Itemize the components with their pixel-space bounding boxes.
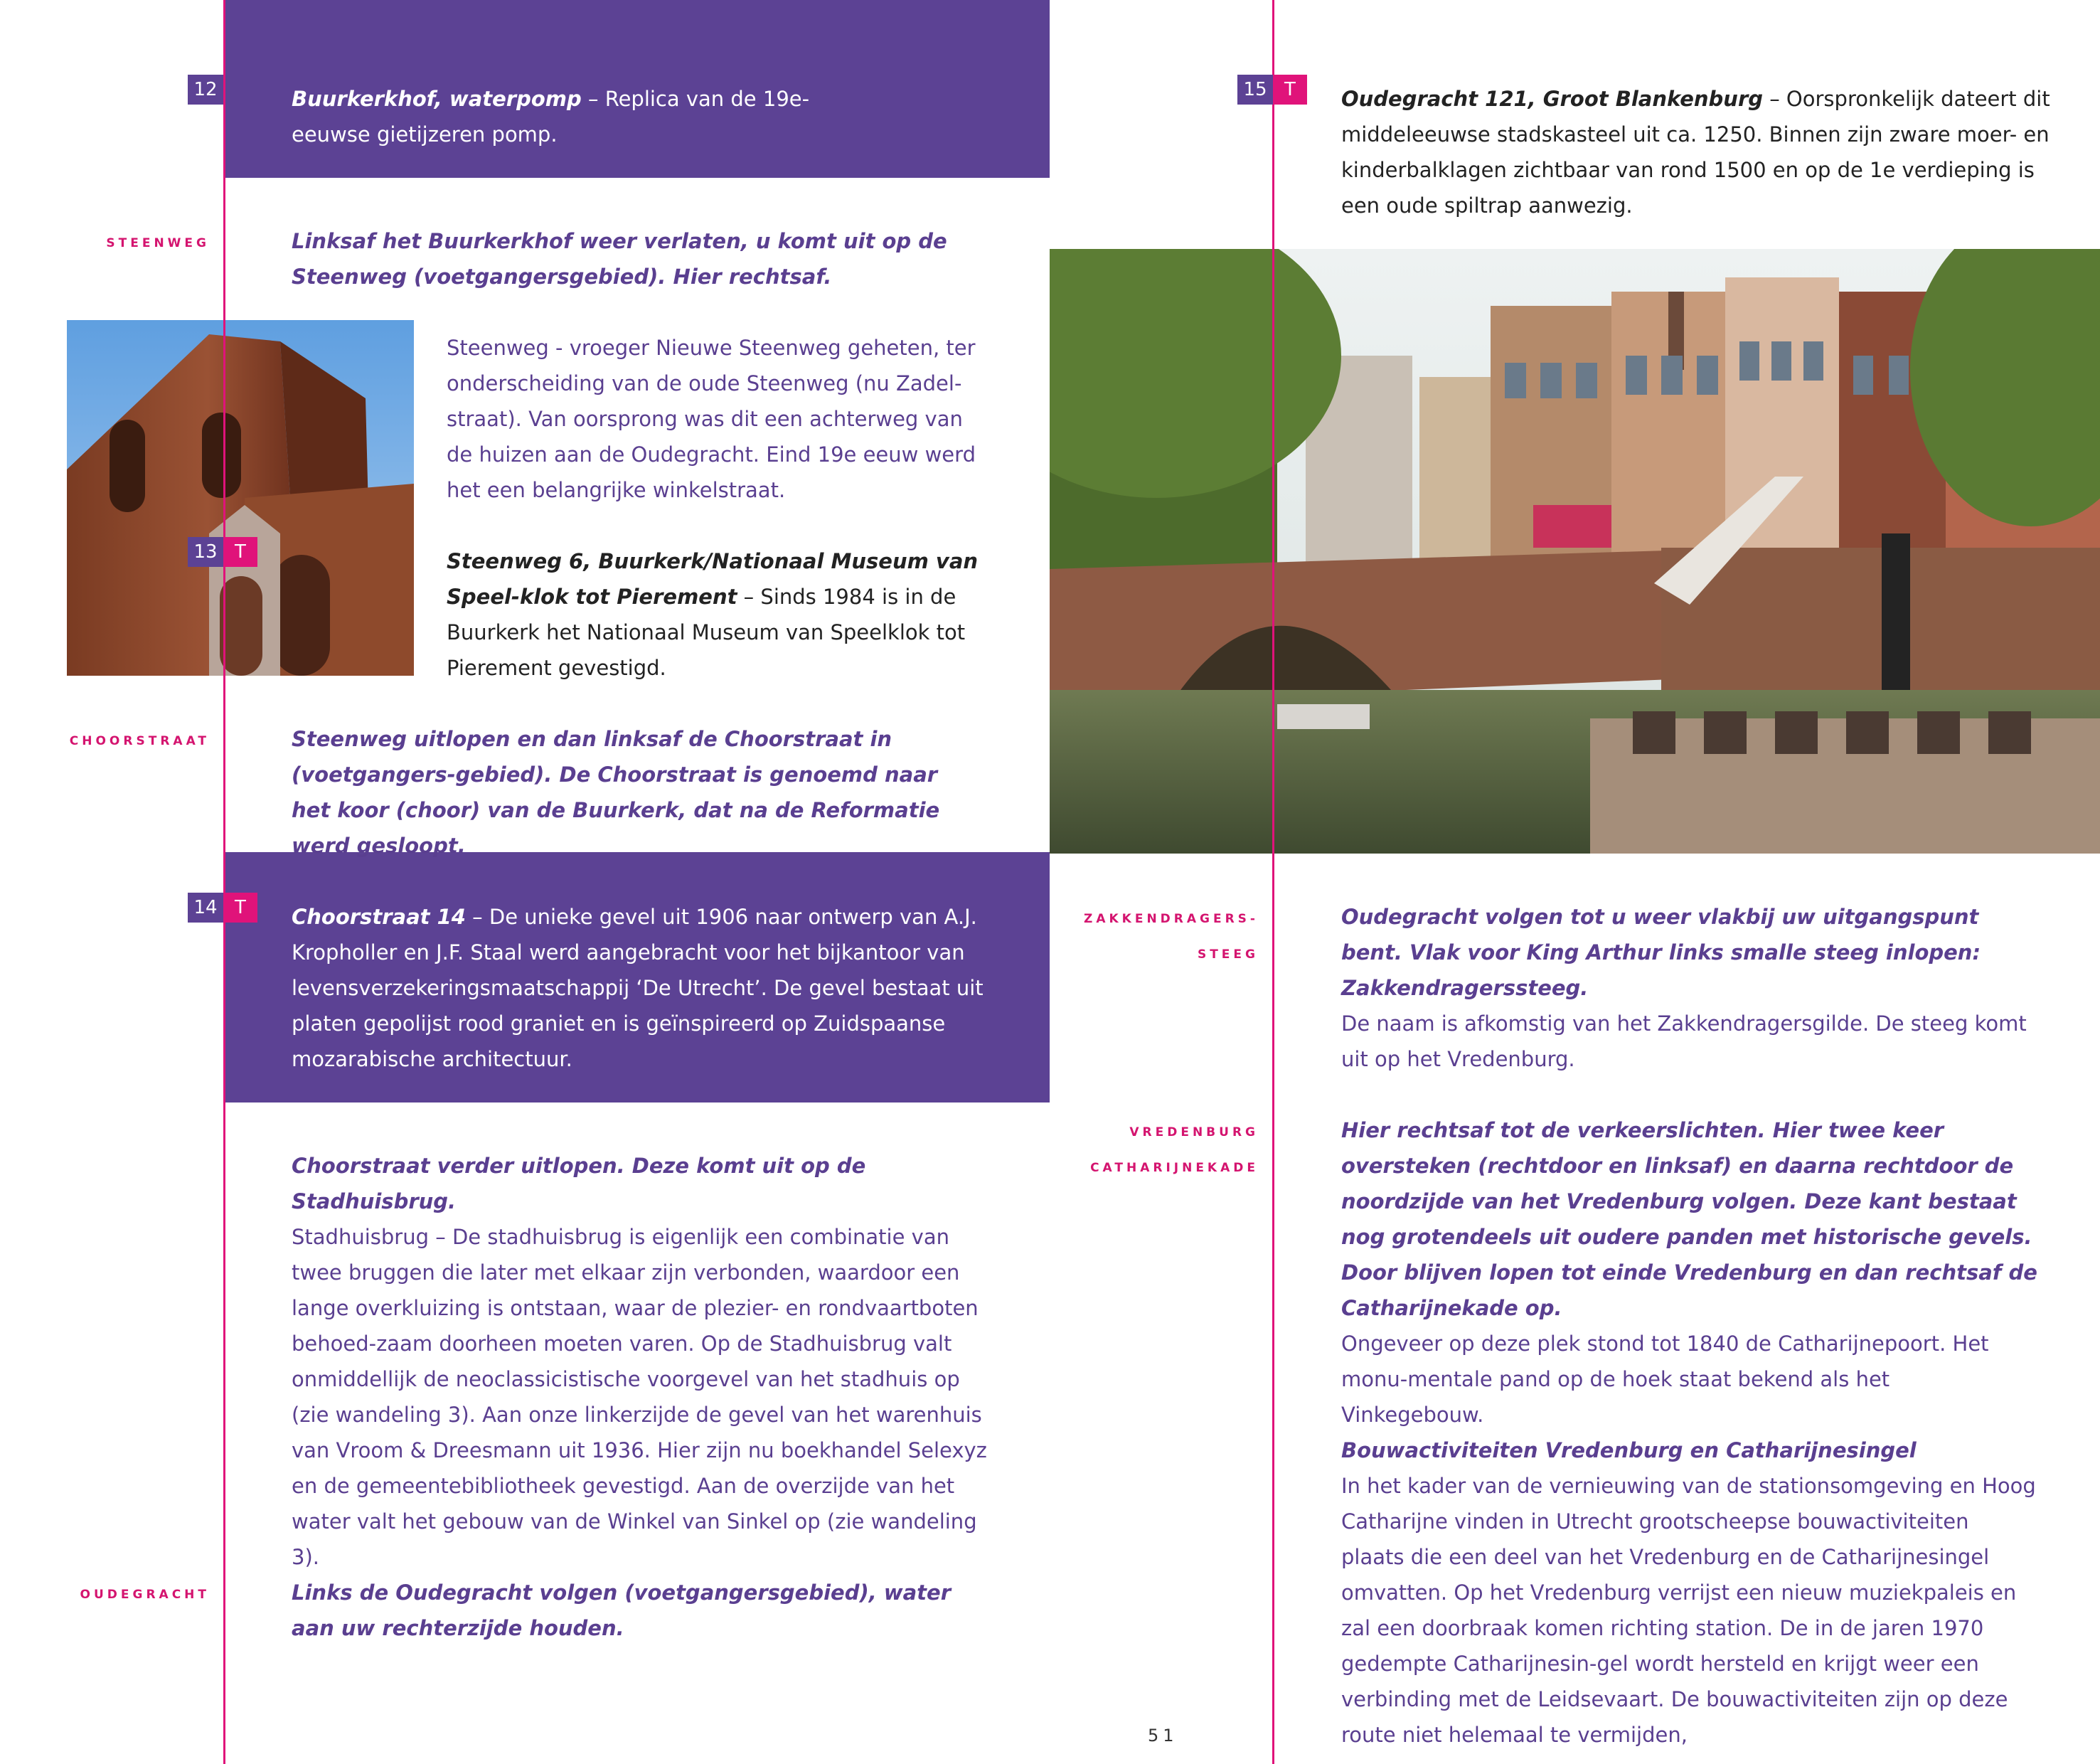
- stop-13-description: [447, 543, 1016, 686]
- stop-marker: T: [1273, 75, 1307, 105]
- instruction-choorstraat: Steenweg uitlopen en dan linksaf de Choorstraat in (voetgangers-gebied). De Choorstraat is genoemd naar het koor (choor) van de Buurkerk, dat na de Reformatie werd gesloopt.: [292, 727, 940, 858]
- stop-14-description: [292, 899, 988, 1077]
- instruction-oudegracht: Links de Oudegracht volgen (voetgangersgebied), water aan uw rechterzijde houden.: [292, 1580, 952, 1640]
- stop-text: – Replica van de 19e-eeuwse gietijzeren pomp.: [292, 87, 810, 147]
- stop-text: – Oorspronkelijk dateert dit middeleeuwse stadskasteel uit ca. 1250. Binnen zijn zware moer- en kinderbalklagen zichtbaar van rond 1500 en op de 1e verdieping is een oude spiltrap aanwezig.: [1341, 87, 2050, 218]
- stadhuisbrug-body: Stadhuisbrug – De stadhuisbrug is eigenlijk een combinatie van twee bruggen die later met elkaar zijn verbonden, waardoor een lange overkluizing is ontstaan, waar de plezier- en rondvaartboten behoed-zaam doorheen moeten varen. Op de Stadhuisbrug valt onmiddellijk de neoclassicistische voorgevel van het stadhuis op (zie wandeling 3). Aan onze linkerzijde de gevel van het warenhuis van Vroom & Dreesmann uit 1936. Hier zijn nu boekhandel Selexyz en de gemeentebibliotheek gevestigd. Aan de overzijde van het water valt het gebouw van de Winkel van Sinkel op (zie wandeling 3).: [292, 1225, 987, 1569]
- stop-number: 14: [188, 893, 223, 923]
- stop-13-tag: [188, 537, 257, 567]
- steenweg-body: Steenweg - vroeger Nieuwe Steenweg geheten, ter onderscheiding van de oude Steenweg (nu Zadel-straat). Van oorsprong was dit een achterweg van de huizen aan de Oudegracht. Eind 19e eeuw werd het een belangrijke winkelstraat.: [447, 336, 976, 502]
- bouwactiviteiten-body: In het kader van de vernieuwing van de stationsomgeving en Hoog Catharijne vinden in Utrecht grootscheepse bouwactiviteiten plaats die een deel van het Vredenburg en de Catharijnesingel omvatten. Op het Vredenburg verrijst een nieuw muziekpaleis en zal een doorbraak komen richting station. De in de jaren 1970 gedempte Catharijnesin-gel wordt hersteld en krijgt weer een verbinding met de Leidsevaart. De bouwactiviteiten zijn op deze route niet helemaal te vermijden,: [1341, 1474, 2036, 1747]
- stop-text: – Sinds 1984 is in de Buurkerk het Nationaal Museum van Speelklok tot Pierement gevestigd.: [447, 585, 966, 680]
- stop-15-description: [1341, 81, 2052, 223]
- zakkendragerssteeg-body: De naam is afkomstig van het Zakkendragersgilde. De steeg komt uit op het Vredenburg.: [1341, 1011, 2027, 1071]
- stop-number: 15: [1237, 75, 1273, 105]
- side-label-catharijnekade: CATHARIJNEKADE: [1090, 1161, 1259, 1175]
- page-number: 51: [1148, 1726, 1178, 1746]
- side-label-zakkendragers: ZAKKENDRAGERS-: [1084, 912, 1259, 926]
- left-margin-rule: [223, 0, 225, 1764]
- catharijnepoort-body: Ongeveer op deze plek stond tot 1840 de Catharijnepoort. Het monu-mentale pand op de hoek staat bekend als het Vinkegebouw.: [1341, 1332, 1989, 1427]
- instruction-stadhuisbrug: Choorstraat verder uitlopen. Deze komt uit op de Stadhuisbrug.: [292, 1154, 866, 1213]
- stop-title: Oudegracht 121, Groot Blankenburg: [1341, 87, 1763, 111]
- stop-title: Choorstraat 14: [292, 905, 466, 929]
- instruction-zakkendragerssteeg: Oudegracht volgen tot u weer vlakbij uw uitgangspunt bent. Vlak voor King Arthur links smalle steeg inlopen: Zakkendragerssteeg.: [1341, 905, 1981, 1000]
- right-margin-rule: [1272, 0, 1274, 1764]
- instruction-vredenburg: Hier rechtsaf tot de verkeerslichten. Hier twee keer oversteken (rechtdoor en linksaf) en daarna rechtdoor de noordzijde van het Vredenburg volgen. Deze kant bestaat nog grotendeels uit oudere panden met historische gevels. Door blijven lopen tot einde Vredenburg en dan rechtsaf de Catharijnekade op.: [1341, 1118, 2037, 1320]
- side-label-steenweg: STEENWEG: [106, 236, 210, 250]
- stop-12-tag: [188, 75, 223, 105]
- stop-marker: T: [223, 893, 257, 923]
- side-label-steeg: STEEG: [1197, 947, 1259, 962]
- stop-number: 12: [188, 75, 223, 105]
- stop-title: Steenweg 6, Buurkerk/Nationaal Museum van Speel-klok tot Pierement: [447, 549, 979, 609]
- stop-12-description: [292, 81, 860, 152]
- stop-number: 13: [188, 537, 223, 567]
- side-label-choorstraat: CHOORSTRAAT: [69, 734, 210, 748]
- stop-text: – De unieke gevel uit 1906 naar ontwerp van A.J. Kropholler en J.F. Staal werd aangebracht voor het bijkantoor van levensverzekeringsmaatschappij ‘De Utrecht’. De gevel bestaat uit platen gepolijst rood graniet en is geïnspireerd op Zuidspaanse mozarabische architectuur.: [292, 905, 984, 1071]
- stop-title: Buurkerkhof, waterpomp: [292, 87, 582, 111]
- instruction-steenweg: Linksaf het Buurkerkhof weer verlaten, u komt uit op de Steenweg (voetgangersgebied). Hier rechtsaf.: [292, 229, 947, 289]
- stop-15-tag: [1237, 75, 1307, 105]
- bouwactiviteiten-heading: Bouwactiviteiten Vredenburg en Catharijnesingel: [1341, 1438, 1917, 1462]
- stop-14-tag: [188, 893, 257, 923]
- stop-marker: T: [223, 537, 257, 567]
- canal-bridge-photo: [1050, 249, 2100, 854]
- side-label-oudegracht: OUDEGRACHT: [80, 1588, 210, 1602]
- side-label-vredenburg: VREDENBURG: [1129, 1125, 1259, 1139]
- church-tower-photo: [67, 320, 414, 676]
